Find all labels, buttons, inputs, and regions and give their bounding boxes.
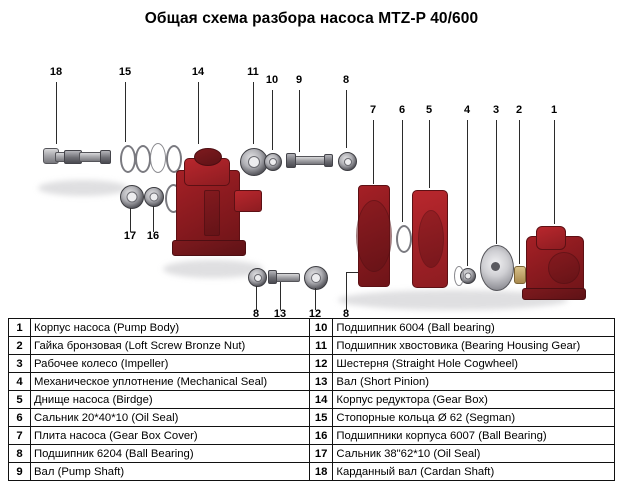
part-pump-body-volute [548,252,580,284]
callout-9: 9 [295,74,303,86]
leader-line [402,120,403,222]
legend-text: Гайка бронзовая (Loft Screw Bronze Nut) [31,337,310,355]
part-cardan-end [100,150,111,164]
legend-text: Шестерня (Straight Hole Cogwheel) [333,355,615,373]
callout-13: 13 [273,308,287,320]
part-snap-ring-62 [135,145,151,173]
leader-line [315,288,316,310]
callout-1: 1 [550,104,558,116]
leader-line [299,90,300,152]
legend-text: Подшипник 6004 (Ball bearing) [333,319,615,337]
page-title: Общая схема разбора насоса MTZ-P 40/600 [144,10,479,27]
callout-6: 6 [398,104,406,116]
legend-text: Сальник 38"62*10 (Oil Seal) [333,445,615,463]
part-ball-bearing-6007 [120,185,144,209]
table-row [9,355,615,373]
table-row [9,427,615,445]
leader-line [467,120,468,266]
table-row [9,391,615,409]
callout-14: 14 [191,66,205,78]
table-row [9,337,615,355]
part-snap-ring-62 [120,145,136,173]
part-pump-shaft-end [324,154,333,167]
legend-num: 17 [309,445,333,463]
legend-text: Подшипник 6204 (Ball Bearing) [31,445,310,463]
callout-4: 4 [463,104,471,116]
part-bronze-nut [514,266,524,282]
legend-text: Сальник 20*40*10 (Oil Seal) [31,409,310,427]
leader-line [346,90,347,148]
leader-line [429,120,430,188]
legend-text: Вал (Pump Shaft) [31,463,310,481]
callout-15: 15 [118,66,132,78]
callout-11: 11 [247,66,259,78]
part-ball-bearing-6004 [264,153,282,171]
part-snap-ring-62 [166,145,182,173]
callout-8-lower: 8 [252,308,260,320]
leader-line [125,82,126,142]
leader-line [253,82,254,144]
legend-num: 15 [309,409,333,427]
shadow [38,180,128,196]
legend-num: 3 [9,355,31,373]
legend-num: 2 [9,337,31,355]
legend-num: 10 [309,319,333,337]
part-gear-box-cover-bore [356,200,392,272]
legend-num: 11 [309,337,333,355]
legend-num: 8 [9,445,31,463]
leader-line [256,286,257,310]
table-row [9,409,615,427]
legend-text: Механическое уплотнение (Mechanical Seal) [31,373,310,391]
legend-num: 6 [9,409,31,427]
leader-line [346,272,358,273]
leader-line [56,82,57,144]
legend-num: 13 [309,373,333,391]
leader-line [519,120,520,264]
legend-num: 4 [9,373,31,391]
legend-num: 12 [309,355,333,373]
legend-text: Вал (Short Pinion) [333,373,615,391]
legend-text: Карданный вал (Cardan Shaft) [333,463,615,481]
part-spacer-ring [150,143,166,173]
part-mechanical-seal-ring [454,266,464,286]
leader-line [198,82,199,144]
callout-10: 10 [265,74,279,86]
leader-line [373,120,374,184]
part-impeller [480,245,512,289]
table-row [9,463,615,481]
leader-line [130,208,131,232]
callout-8: 8 [342,74,350,86]
part-bridge-bore [418,210,444,268]
callout-12: 12 [308,308,322,320]
part-gear-box-side-port [234,190,262,212]
part-ball-bearing-6007 [144,187,164,207]
table-row [9,319,615,337]
legend-text: Корпус редуктора (Gear Box) [333,391,615,409]
leader-line [554,120,555,224]
callout-18: 18 [49,66,63,78]
legend-text: Плита насоса (Gear Box Cover) [31,427,310,445]
part-ball-bearing-6204 [248,268,267,287]
legend-num: 5 [9,391,31,409]
leader-line [280,282,281,310]
part-straight-hole-cogwheel [304,266,328,290]
legend-num: 9 [9,463,31,481]
callout-8-lower2: 8 [342,308,350,320]
part-pump-shaft-splines [286,153,296,168]
table-row [9,373,615,391]
leader-line [496,120,497,244]
callout-2: 2 [515,104,523,116]
part-pump-body-outlet [536,226,566,250]
legend-text: Днище насоса (Birdge) [31,391,310,409]
part-gear-box-foot [172,240,246,256]
callout-5: 5 [425,104,433,116]
table-row [9,445,615,463]
part-oil-seal-20-40-10 [396,225,412,253]
legend-num: 7 [9,427,31,445]
legend-num: 1 [9,319,31,337]
part-pump-body-foot [522,288,586,300]
callout-7: 7 [369,104,377,116]
legend-text: Стопорные кольца Ø 62 (Segman) [333,409,615,427]
legend-text: Подшипники корпуса 6007 (Ball Bearing) [333,427,615,445]
leader-line [153,206,154,232]
legend-text: Корпус насоса (Pump Body) [31,319,310,337]
legend-num: 14 [309,391,333,409]
part-gear-box-rib [204,190,220,236]
leader-line [272,90,273,150]
callout-17: 17 [123,230,137,242]
legend-text: Рабочее колесо (Impeller) [31,355,310,373]
callout-3: 3 [492,104,500,116]
legend-num: 18 [309,463,333,481]
part-gear-box-flange [194,148,222,166]
legend-text: Подшипник хвостовика (Bearing Housing Gear) [333,337,615,355]
exploded-view-diagram [8,40,615,320]
part-ball-bearing-6204 [338,152,357,171]
parts-legend-table [8,318,615,481]
leader-line [346,272,347,310]
legend-num: 16 [309,427,333,445]
callout-16: 16 [146,230,160,242]
part-short-pinion-head [268,270,277,284]
